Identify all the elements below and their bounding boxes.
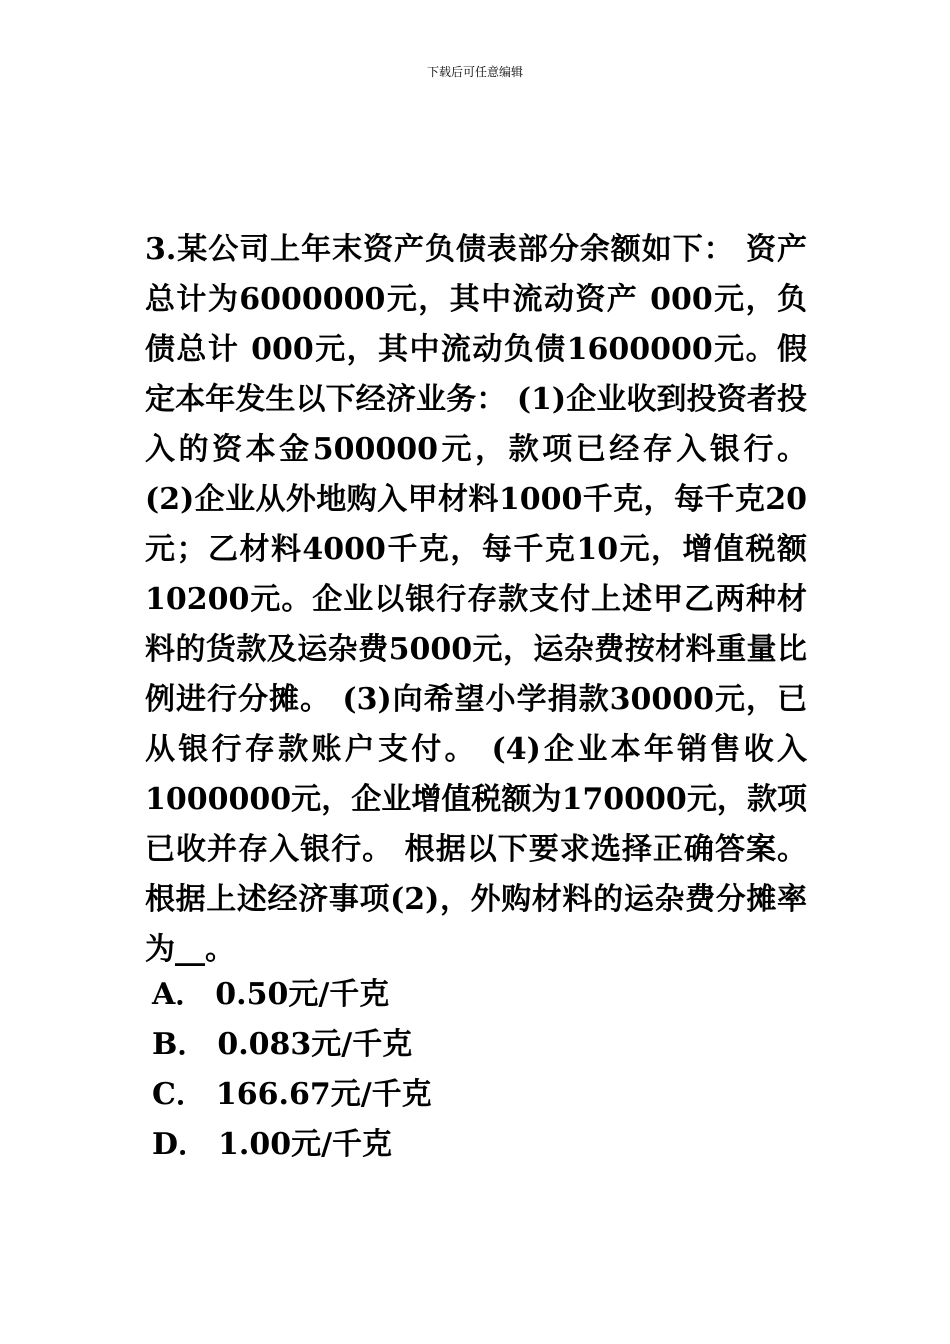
question-text: 3.某公司上年末资产负债表部分余额如下： 资产总计为6000000元，其中流动资产 000元，负债总计 000元，其中流动负债1600000元。假定本年发生以下经济业务： (1)企业收到投资者投入的资本金500000元，款项已经存入银行。 (2)企业从外地购入甲材料1000千克，每千克20元；乙材料4000千克，每千克10元，增值税额10200元。企业以银行存款支付上述甲乙两种材料的货款及运杂费5000元，运杂费按材料重量比例进行分摊。 (3)向希望小学捐款30000元，已从银行存款账户支付。 (4)企业本年销售收入1000000元，企业增值税额为170000元，款项已收并存入银行。 根据以下要求选择正确答案。 根据上述经济事项(2)，外购材料的运杂费分摊率为__。 <box>145 232 807 967</box>
answer-options <box>152 970 432 1170</box>
option-letter: A． <box>152 977 206 1012</box>
option-d <box>152 1120 432 1170</box>
option-letter: B． <box>152 1027 208 1062</box>
option-c <box>152 1070 432 1120</box>
option-a <box>152 970 432 1020</box>
option-text: 166.67元/千克 <box>215 1077 432 1112</box>
option-text: 1.00元/千克 <box>218 1127 393 1162</box>
option-letter: C． <box>152 1077 206 1112</box>
page-header-note: 下载后可任意编辑 <box>426 65 523 79</box>
option-text: 0.083元/千克 <box>217 1027 413 1062</box>
option-b <box>152 1020 432 1070</box>
option-text: 0.50元/千克 <box>215 977 390 1012</box>
option-letter: D． <box>152 1127 209 1162</box>
